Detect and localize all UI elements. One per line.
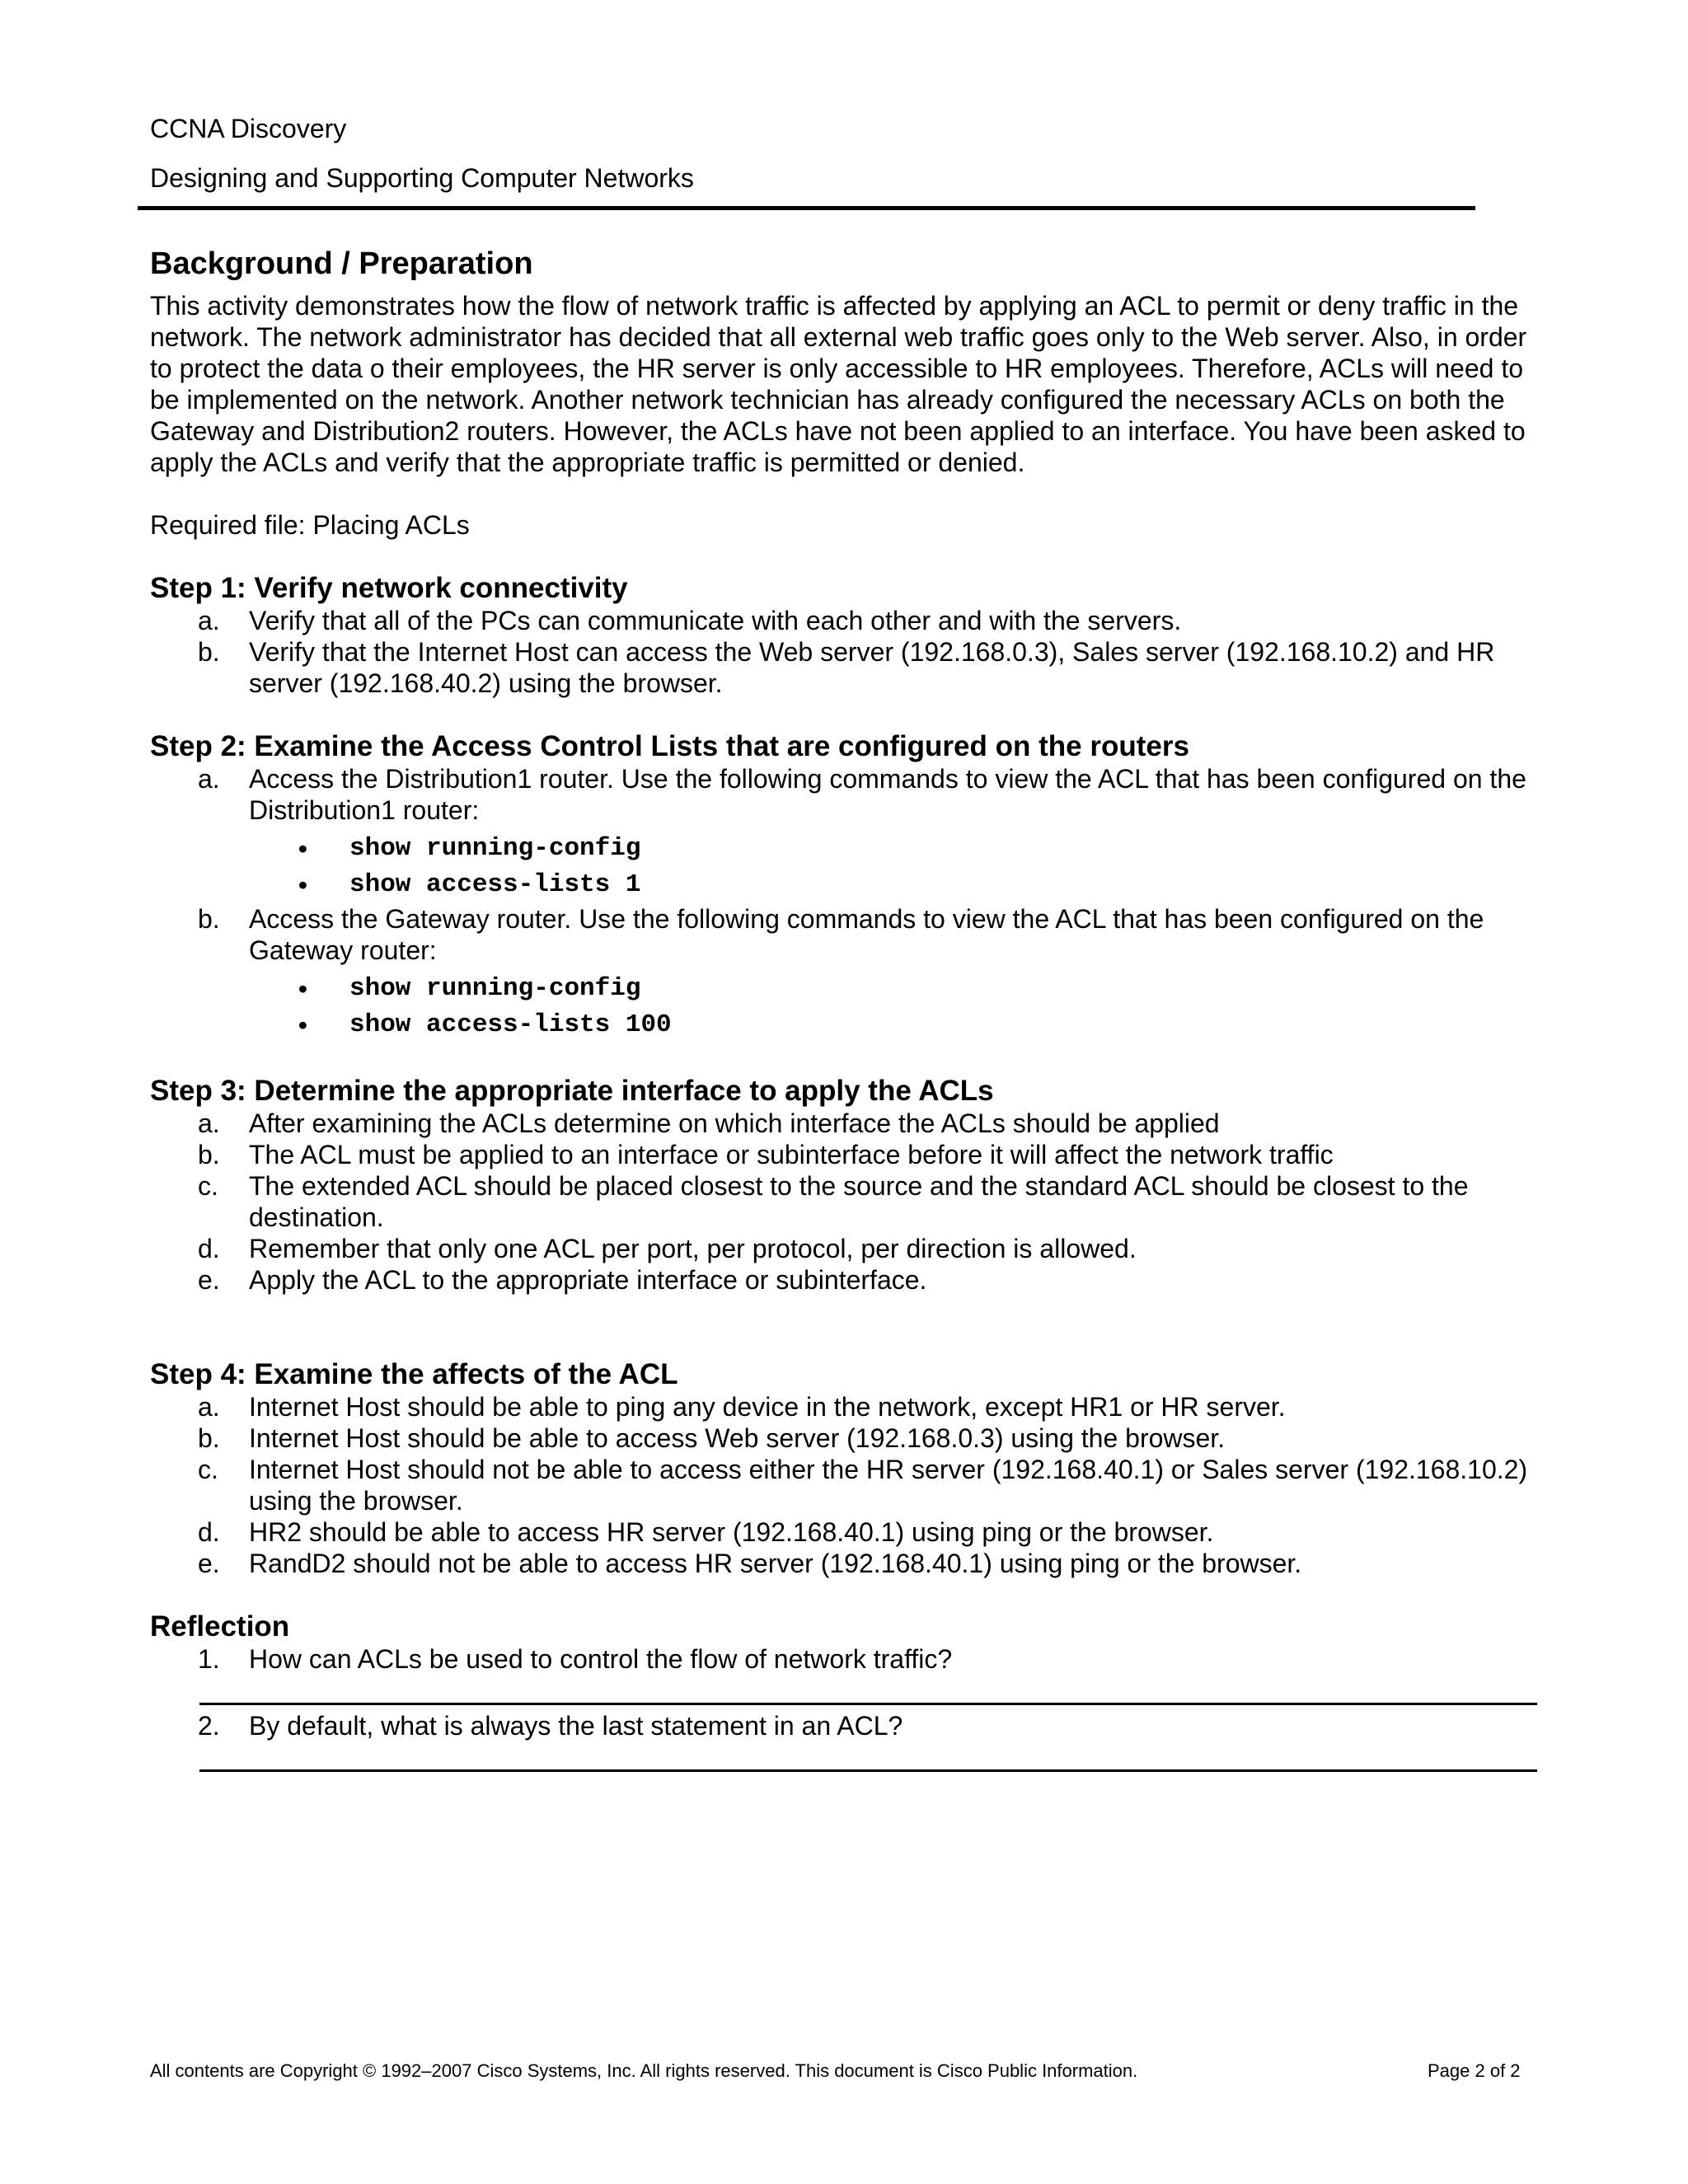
command-item: • show running-config — [298, 974, 641, 1003]
step1-list — [150, 605, 1551, 699]
step2-title: Step 2: Examine the Access Control Lists that are configured on the routers — [150, 730, 1189, 762]
list-item: e. Apply the ACL to the appropriate interface or subinterface. — [198, 1265, 927, 1295]
list-item: 2. By default, what is always the last statement in an ACL? — [198, 1711, 903, 1741]
step2-list — [150, 763, 1551, 1043]
header-divider — [138, 206, 1475, 210]
required-file: Required file: Placing ACLs — [150, 510, 470, 540]
header-course-subtitle: Designing and Supporting Computer Networks — [150, 163, 694, 193]
step4-title: Step 4: Examine the affects of the ACL — [150, 1358, 678, 1390]
command-item: • show access-lists 1 — [298, 870, 641, 899]
list-item: b. Internet Host should be able to access Web server (192.168.0.3) using the browser. — [198, 1423, 1226, 1453]
list-item: 1. How can ACLs be used to control the flow of network traffic? — [198, 1644, 953, 1674]
step3-title: Step 3: Determine the appropriate interface to apply the ACLs — [150, 1075, 994, 1107]
header-course-title: CCNA Discovery — [150, 114, 347, 143]
command-list — [249, 831, 1551, 903]
list-item: b. Access the Gateway router. Use the following commands to view the ACL that has been configured on the Gateway router: • show running-config • show access-lists 100 — [150, 903, 1551, 1043]
footer-copyright: All contents are Copyright © 1992–2007 Cisco Systems, Inc. All rights reserved. This document is Cisco Public Information. — [150, 2060, 1138, 2081]
list-item: a. Internet Host should be able to ping any device in the network, except HR1 or HR server. — [198, 1392, 1286, 1422]
list-item: a. After examining the ACLs determine on which interface the ACLs should be applied — [198, 1108, 1220, 1138]
reflection-list — [150, 1643, 1551, 1675]
reflection-title: Reflection — [150, 1610, 290, 1643]
document-body — [150, 239, 1551, 1777]
command-item: • show running-config — [298, 834, 641, 863]
list-item: c. The extended ACL should be placed closest to the source and the standard ACL should be closest to the destination. — [198, 1171, 1469, 1232]
reflection-list — [150, 1710, 1551, 1741]
answer-line-1[interactable] — [199, 1703, 1537, 1705]
command-list — [249, 971, 1551, 1043]
footer-page-number: Page 2 of 2 — [1428, 2060, 1521, 2081]
list-item: c. Internet Host should not be able to access either the HR server (192.168.40.1) or Sales server (192.168.10.2) using the browser. — [198, 1455, 1528, 1516]
step4-list — [150, 1391, 1551, 1579]
list-item: e. RandD2 should not be able to access HR server (192.168.40.1) using ping or the browser. — [198, 1549, 1302, 1578]
step3-list — [150, 1108, 1551, 1296]
background-paragraph: This activity demonstrates how the flow of network traffic is affected by applying an ACL to permit or deny traffic in the network. The network administrator has decided that all external web traffic goes only to the Web server. Also, in order to protect the data o their employees, the HR server is only accessible to HR employees. Therefore, ACLs will need to be implemented on the network. Another network technician has already configured the necessary ACLs on both the Gateway and Distribution2 routers. However, the ACLs have not been applied to an interface. You have been asked to apply the ACLs and verify that the appropriate traffic is permitted or denied. — [150, 291, 1527, 477]
command-item: • show access-lists 100 — [298, 1010, 672, 1039]
list-item: b. Verify that the Internet Host can access the Web server (192.168.0.3), Sales server (192.168.10.2) and HR server (192.168.40.2) using the browser. — [198, 637, 1495, 698]
list-item: a. Verify that all of the PCs can communicate with each other and with the servers. — [198, 606, 1182, 635]
list-item: d. HR2 should be able to access HR server (192.168.40.1) using ping or the browser. — [198, 1517, 1214, 1547]
list-item: a. Access the Distribution1 router. Use the following commands to view the ACL that has been configured on the Distribution1 router: • show running-config • show access-lists 1 — [150, 763, 1551, 903]
step1-title: Step 1: Verify network connectivity — [150, 572, 628, 604]
list-item: b. The ACL must be applied to an interface or subinterface before it will affect the network traffic — [198, 1140, 1334, 1169]
section-title-background: Background / Preparation — [150, 246, 533, 281]
answer-line-2[interactable] — [199, 1769, 1537, 1772]
list-item: d. Remember that only one ACL per port, per protocol, per direction is allowed. — [198, 1234, 1137, 1263]
